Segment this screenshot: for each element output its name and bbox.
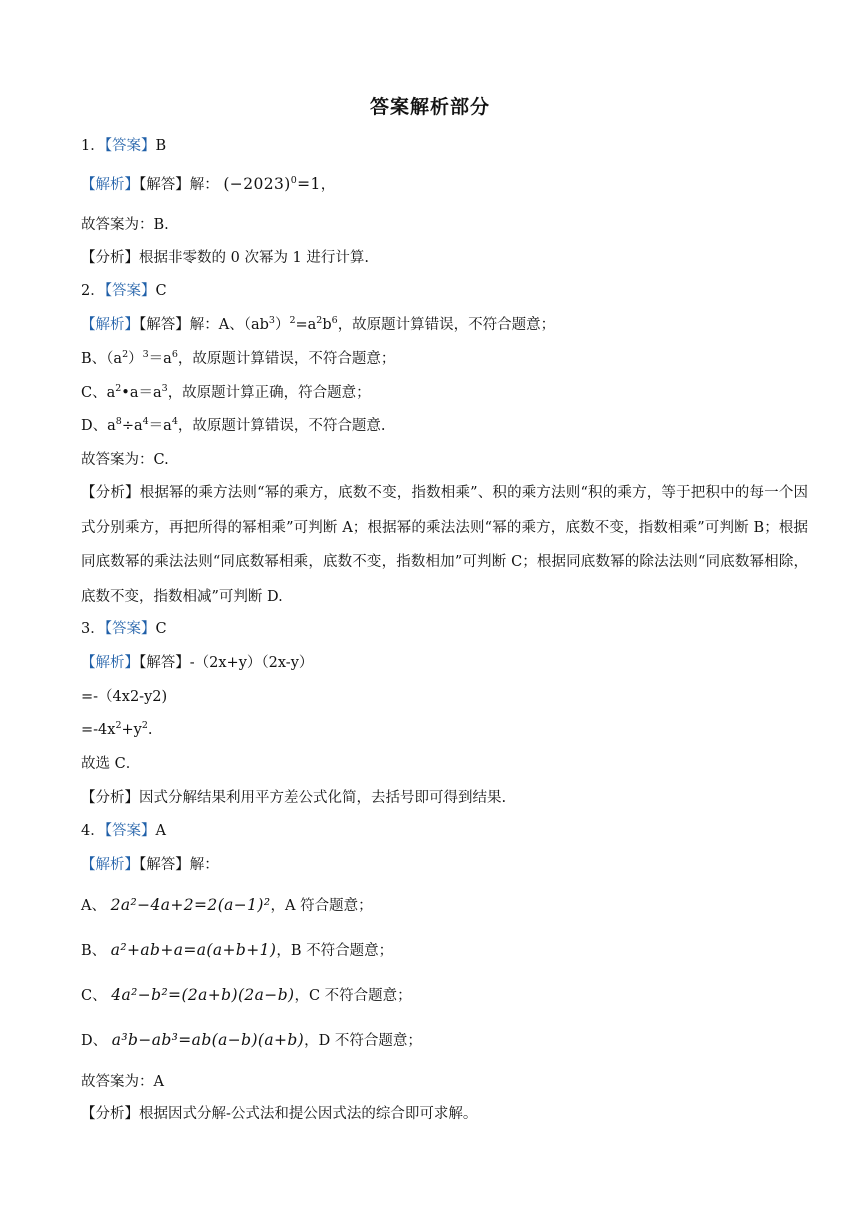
q3-l3-sup2: 2 [141,720,148,731]
q1-answer-line [81,136,808,156]
q1-analysis: 【分析】根据非零数的 0 次幂为 1 进行计算. [81,250,369,266]
q3-analysis: 【分析】因式分解结果利用平方差公式化简，去括号即可得到结果. [81,790,507,806]
q4-option-b-note: ，B 不符合题意； [276,943,394,959]
q4-option-d-expr: a³b−ab³=ab(a−b)(a+b) [111,1031,305,1049]
q2-a-text4: b [322,317,332,333]
q2-a-text5: ，故原题计算错误，不符合题意； [337,317,556,333]
q3-l3-sup1: 2 [115,720,122,731]
q3-l3-text: =-4x [81,722,116,738]
q1-expression [223,175,320,193]
q2-solution-line-a [81,315,808,335]
q2-c-text: C、a [81,385,116,401]
q1-number: 1． [81,138,105,154]
q3-l3-text2: +y [121,722,142,738]
q3-answer-tag: 【答案】 [104,621,156,637]
q2-b-sup3: 6 [171,349,178,360]
q1-answer: B [155,138,167,154]
q2-d-sup1: 8 [115,416,122,427]
q3-jiexi-tag: 【解析】 [81,655,139,671]
q2-b-text: B、（a [81,351,123,367]
q2-a-sup3: 2 [316,315,323,326]
q4-option-b-label: B、 [81,943,107,959]
q2-d-text2: ÷a [121,418,143,434]
q2-d-sup2: 4 [142,416,149,427]
q4-option-b [81,940,808,961]
q4-option-c-note: ，C 不符合题意； [294,988,412,1004]
q2-b-text2: ） [128,351,143,367]
q3-answer-line [81,619,808,639]
q2-jiexi-tag: 【解析】 [81,317,139,333]
q3-solution-line-1 [81,653,808,673]
q2-b-text4: ，故原题计算错误，不符合题意； [177,351,396,367]
q4-option-d [81,1030,808,1051]
q2-a-sup4: 6 [331,315,338,326]
q4-conclusion: 故答案为：A [81,1074,164,1090]
q2-c-text3: ，故原题计算正确，符合题意； [167,385,371,401]
q4-option-c [81,985,808,1006]
q3-line1: 【解答】-（2x+y）（2x-y） [139,655,314,671]
q4-option-c-label: C、 [81,988,107,1004]
q2-c-sup2: 3 [161,383,168,394]
q4-option-d-note: ，D 不符合题意； [304,1033,422,1049]
q2-b-sup2: 3 [142,349,149,360]
q2-d-text4: ，故原题计算错误，不符合题意. [177,418,386,434]
q3-answer: C [155,621,167,637]
q2-a-text: 【解答】解：A、（ab [139,317,269,333]
q4-option-a-expr: 2a²−4a+2=2(a−1)² [110,896,271,914]
q2-a-text3: =a [295,317,317,333]
q4-option-d-label: D、 [81,1033,108,1049]
q3-number: 3． [81,621,105,637]
q2-solution-line-d [81,416,808,436]
q4-jieda: 【解答】解： [139,857,219,873]
q4-answer-line [81,821,808,841]
q1-solution-line [81,174,808,195]
q3-solution-line-3 [81,720,808,740]
q2-solution-line-c [81,383,808,403]
q1-expr-base: (−2023) [223,175,291,193]
q2-d-text: D、a [81,418,116,434]
q4-analysis: 【分析】根据因式分解-公式法和提公因式法的综合即可求解。 [81,1106,478,1122]
q4-option-a-label: A、 [81,898,106,914]
q4-solution-line [81,855,808,875]
q2-number: 2． [81,283,105,299]
q2-a-text2: ） [274,317,290,333]
q1-expr-rest: =1 [297,175,321,193]
q2-c-sup1: 2 [115,383,122,394]
q2-d-sup3: 4 [171,416,178,427]
q2-solution-line-b [81,349,808,369]
q1-jieda: 【解答】解： [139,177,219,193]
q2-answer-tag: 【答案】 [104,283,156,299]
q4-number: 4． [81,823,105,839]
q2-d-text3: ＝a [148,418,172,434]
q4-answer: A [155,823,166,839]
q4-answer-tag: 【答案】 [104,823,156,839]
q4-option-c-expr: 4a²−b²=(2a+b)(2a−b) [111,986,295,1004]
q1-conclusion: 故答案为：B. [81,217,169,233]
q2-b-text3: ＝a [148,351,172,367]
page-title: 答案解析部分 [369,96,490,118]
q2-a-sup1: 3 [268,315,275,326]
q4-option-a-note: ，A 符合题意； [270,898,373,914]
q2-a-sup2: 2 [289,315,296,326]
q3-conclusion: 故选 C． [81,756,141,772]
q2-analysis: 【分析】根据幂的乘方法则“幂的乘方，底数不变，指数相乘”、积的乘方法则“积的乘方，等于把积中的每一个因式分别乘方，再把所得的幂相乘”可判断 A；根据幂的乘法法则“幂的乘方，底数不变，指数相乘”可判断 B；根据同底数幂的乘法法则“同底数幂相乘，底数不变，指数相加”可判断 C；根据同底数幂的除法法则“同底数幂相除，底数不变，指数相减”可判断 D. [81,485,808,605]
q2-answer: C [155,283,167,299]
q2-b-sup1: 2 [122,349,129,360]
q2-conclusion: 故答案为：C. [81,452,169,468]
q3-solution-line-2: =-（4x2-y2) [81,689,168,705]
q1-answer-tag: 【答案】 [104,138,156,154]
q1-expr-tail: ， [320,177,336,193]
q4-option-b-expr: a²+ab+a=a(a+b+1) [110,941,277,959]
q4-jiexi-tag: 【解析】 [81,857,139,873]
q2-answer-line [81,281,808,301]
q3-l3-text3: . [147,722,153,738]
q2-c-text2: •a＝a [121,385,162,401]
q1-expr-exp: 0 [290,175,298,186]
q4-option-a [81,895,808,916]
q1-jiexi-tag: 【解析】 [81,177,139,193]
